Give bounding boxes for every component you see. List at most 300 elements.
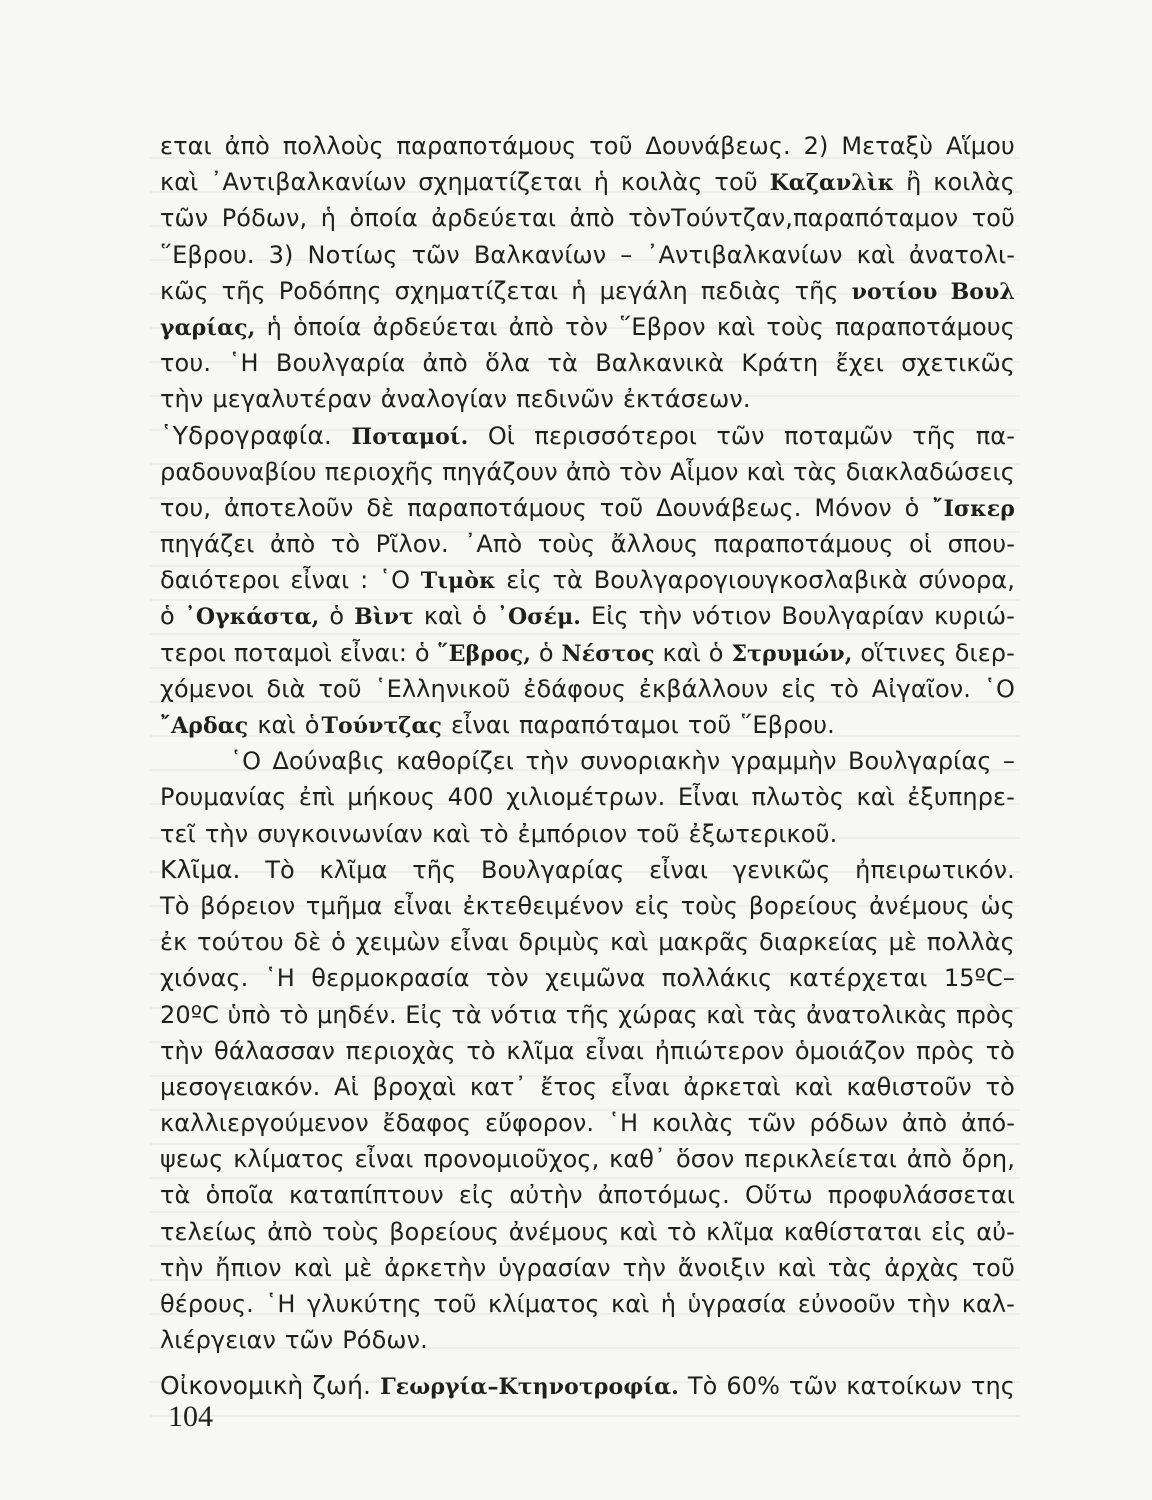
word: προνομιοῦχος, bbox=[423, 1145, 600, 1174]
word: πολλὰς bbox=[926, 928, 1015, 957]
text-line bbox=[160, 309, 1015, 345]
word: παραποτάμους bbox=[396, 132, 577, 160]
subheading-rivers: Ποταμοί. bbox=[351, 423, 469, 450]
word: ᾿Απὸ bbox=[464, 530, 523, 559]
word: μηδέν. bbox=[317, 1000, 397, 1029]
word: 2) bbox=[803, 132, 829, 160]
word: ἀπὸ bbox=[267, 1217, 313, 1246]
word: θερμοκρασία bbox=[311, 964, 470, 993]
word: κλίματος bbox=[233, 1145, 345, 1174]
word: πεδιὰς bbox=[700, 276, 782, 305]
word: τοὺς bbox=[322, 1217, 380, 1246]
word: τεῖ bbox=[160, 819, 196, 848]
word: Αἷμον bbox=[670, 457, 739, 486]
word: του. bbox=[160, 349, 212, 378]
river-name: ᾿Ογκάστα, bbox=[184, 604, 320, 631]
word: πολλάκις bbox=[661, 964, 773, 993]
text-line bbox=[160, 490, 1015, 526]
word: τοῦ bbox=[433, 1290, 477, 1318]
word: θέρους. bbox=[160, 1290, 254, 1318]
word: Ρόδων, bbox=[221, 204, 308, 233]
word: βορείους bbox=[389, 1217, 500, 1246]
word: ραδουναβίου bbox=[160, 457, 317, 486]
text-line bbox=[160, 779, 1015, 815]
word: ἐξωτερικοῦ. bbox=[688, 819, 838, 848]
word: ἀπό- bbox=[960, 1109, 1015, 1138]
word: ἀπὸ bbox=[270, 530, 316, 559]
word: Μόνον bbox=[814, 493, 892, 522]
word: τοὺς bbox=[680, 891, 739, 920]
word: τοῦ bbox=[599, 493, 644, 522]
word: εἶναι: bbox=[339, 638, 408, 667]
word: συνοριακὴν bbox=[580, 747, 721, 776]
word: τὸ bbox=[330, 530, 361, 559]
word: καθιστοῦν bbox=[846, 1072, 972, 1101]
word: τὸνΤούντζαν,παραπόταμον bbox=[628, 204, 959, 233]
word: περιοχῆς bbox=[324, 457, 435, 486]
word: ἐκτάσεων. bbox=[622, 385, 751, 414]
word: ὁ bbox=[538, 638, 554, 667]
word: Βουλγαρογιουγκοσλαβικὰ bbox=[593, 566, 908, 595]
word: βορείους bbox=[748, 891, 859, 920]
word: μεγαλυτέραν bbox=[212, 385, 372, 414]
word: εἶναι bbox=[610, 1072, 670, 1101]
word: ῞Εβρου. bbox=[160, 240, 255, 269]
river-name: ῎Ισκερ bbox=[932, 495, 1015, 522]
word: τὸν bbox=[565, 312, 608, 341]
text-line bbox=[160, 635, 1015, 671]
word: ᾿Αντιβαλκανίων bbox=[210, 168, 407, 197]
word: Ρῖλον. bbox=[375, 530, 449, 559]
word: ῾Η bbox=[607, 1109, 639, 1138]
word: ἐκβάλλουν bbox=[638, 674, 769, 703]
word: Βαλκανικὰ bbox=[595, 349, 725, 378]
word: ὡς bbox=[980, 891, 1015, 920]
word: ἀνέμους bbox=[869, 891, 970, 920]
word: κλίματος bbox=[487, 1290, 600, 1318]
word: ἀπὸ bbox=[901, 1109, 948, 1138]
word: καὶ bbox=[610, 928, 649, 957]
word: ἄνοιξιν bbox=[677, 1253, 766, 1282]
text-line bbox=[160, 345, 1015, 381]
text-line bbox=[160, 852, 1015, 888]
word: κλῖμα bbox=[506, 1036, 575, 1065]
word: Ρόδων. bbox=[342, 1326, 428, 1355]
word: καταπίπτουν bbox=[288, 1181, 444, 1210]
text-line bbox=[160, 1286, 1015, 1322]
word: ἀνατολι- bbox=[909, 240, 1015, 269]
word: καλ- bbox=[961, 1290, 1015, 1318]
word: τῆς bbox=[412, 855, 457, 884]
word: τοῦ bbox=[971, 204, 1015, 233]
word: ὁ bbox=[904, 493, 920, 522]
word: ἄλλους bbox=[610, 530, 699, 559]
word: χειμῶνα bbox=[545, 964, 646, 993]
section-heading-climate: Κλῖμα. bbox=[160, 854, 241, 884]
word: κοιλὰς bbox=[651, 1109, 734, 1138]
word: τοῦ bbox=[318, 674, 362, 703]
word: ἀρχὰς bbox=[884, 1253, 960, 1282]
text-line bbox=[160, 128, 1015, 164]
text-line bbox=[160, 526, 1015, 562]
word: νότια bbox=[490, 1000, 558, 1029]
word: εἶναι bbox=[449, 928, 509, 957]
word: ᾿Αντιβαλκανίων bbox=[646, 240, 843, 269]
word: χιλιομέτρων. bbox=[506, 783, 666, 812]
text-line bbox=[160, 1105, 1015, 1141]
word: γραμμὴν bbox=[731, 747, 837, 776]
word: – bbox=[620, 240, 633, 269]
word: δριμὺς bbox=[518, 928, 601, 957]
river-name: Τιμὸκ bbox=[420, 568, 496, 595]
word: τοὺς bbox=[766, 312, 824, 341]
place-name-kazanlik: Καζανλὶκ bbox=[769, 170, 895, 197]
word: κοιλὰς bbox=[620, 168, 703, 197]
word: τὴν bbox=[204, 819, 249, 848]
word: λιέργειαν bbox=[160, 1326, 276, 1355]
word: χιόνας. bbox=[160, 964, 249, 993]
word: ἐπὶ bbox=[298, 783, 335, 812]
text-line bbox=[160, 1177, 1015, 1213]
word: εἰς bbox=[506, 566, 542, 595]
word: καὶ bbox=[716, 312, 756, 341]
word: ὅλα bbox=[485, 349, 531, 378]
word: τὴν bbox=[638, 602, 683, 631]
word: ἀπὸ bbox=[565, 457, 612, 486]
word: τὴν bbox=[160, 1036, 204, 1065]
word: Αἰγαῖον. bbox=[871, 674, 971, 703]
word: μεσογειακόν. bbox=[160, 1072, 321, 1101]
word: πα- bbox=[975, 421, 1015, 450]
word: Αἵμου bbox=[946, 132, 1015, 160]
word: πολλοὺς bbox=[282, 132, 384, 160]
word: νοτίου bbox=[851, 278, 938, 305]
word: Αἱ bbox=[334, 1072, 359, 1101]
word: του, bbox=[160, 493, 212, 522]
text-line bbox=[160, 743, 1015, 779]
word: μήκους bbox=[347, 783, 436, 812]
word: ἀπὸ bbox=[906, 1145, 952, 1174]
word: πρὸς bbox=[916, 1036, 975, 1065]
word: τῶν bbox=[747, 1109, 796, 1138]
word: ῾Ελληνικοῦ bbox=[374, 674, 511, 703]
word: καὶ bbox=[423, 602, 463, 631]
word: εὐνοοῦν bbox=[797, 1290, 896, 1318]
word: παραποτάμους bbox=[407, 493, 587, 522]
word: εἰς bbox=[458, 1181, 495, 1210]
word: τοῦ bbox=[714, 168, 758, 197]
word: 60% bbox=[726, 1372, 781, 1401]
word: τοῦ bbox=[636, 819, 680, 848]
word: εἶναι bbox=[451, 711, 510, 739]
word: παραποτάμους bbox=[835, 312, 1015, 341]
text-line bbox=[160, 1141, 1015, 1177]
paragraph-gap bbox=[160, 1358, 1015, 1368]
word: ῾Ο bbox=[230, 747, 262, 776]
word: ποταμῶν bbox=[784, 421, 893, 450]
word: δὲ bbox=[366, 493, 395, 522]
word: Ροδόπης bbox=[278, 276, 382, 305]
word: καὶ bbox=[619, 1217, 658, 1246]
word: γλυκύτης bbox=[306, 1290, 422, 1318]
word: τὴν bbox=[160, 385, 204, 414]
word: Βουλγαρία bbox=[275, 349, 406, 378]
word: ὁ bbox=[331, 928, 346, 957]
word: τὸ bbox=[985, 1072, 1015, 1101]
word: : bbox=[360, 566, 369, 595]
word: γενικῶς bbox=[732, 855, 831, 884]
word: καὶ bbox=[856, 240, 895, 269]
word: τεροι bbox=[160, 638, 226, 667]
word: ἀπὸ bbox=[569, 204, 615, 233]
word: καὶ bbox=[706, 1000, 745, 1029]
word: της bbox=[970, 1372, 1015, 1401]
word: καὶ bbox=[777, 1253, 816, 1282]
word: καὶ bbox=[293, 1253, 332, 1282]
word: ἐκ bbox=[160, 928, 188, 957]
word: ἀπὸ bbox=[224, 132, 270, 160]
word: Τὸ bbox=[265, 855, 295, 884]
word: ἔδαφος bbox=[382, 1109, 472, 1138]
word: θάλασσαν bbox=[214, 1036, 336, 1065]
river-name: Στρυμών, bbox=[731, 640, 853, 667]
word: – bbox=[1002, 747, 1015, 776]
river-name: Βὶντ bbox=[354, 604, 414, 631]
word: καὶ bbox=[257, 711, 296, 739]
word: τελείως bbox=[160, 1217, 258, 1246]
word: πλωτὸς bbox=[751, 783, 845, 812]
word: εται bbox=[160, 132, 212, 160]
word: πηγάζουν bbox=[442, 457, 558, 486]
word: μὲ bbox=[343, 1253, 373, 1282]
word: μὲ bbox=[888, 928, 918, 957]
word: ῾Η bbox=[228, 349, 259, 378]
word: Οὕτω bbox=[744, 1181, 813, 1210]
word: κατ᾿ bbox=[469, 1072, 527, 1101]
word: ὁ bbox=[472, 602, 487, 631]
text-line bbox=[160, 816, 1015, 852]
word: Τὸ bbox=[687, 1372, 718, 1401]
word: Βουλγαρίαν bbox=[781, 602, 925, 631]
word: εἰς bbox=[931, 1217, 967, 1246]
word: τῆς bbox=[912, 421, 957, 450]
word: Νοτίως bbox=[307, 240, 398, 269]
word: κατέρχεται bbox=[788, 964, 928, 993]
word: ῾Ο bbox=[983, 674, 1015, 703]
word: τῶν bbox=[789, 1372, 838, 1401]
word: καὶ bbox=[794, 1072, 833, 1101]
word: τούτου bbox=[197, 928, 284, 957]
word: εἶναι bbox=[393, 891, 452, 920]
page-number: 104 bbox=[168, 1400, 213, 1433]
word: εἶναι bbox=[649, 855, 709, 884]
word: ἐμπόριον bbox=[517, 819, 628, 848]
text-line bbox=[160, 273, 1015, 309]
river-name: Νέστος bbox=[561, 640, 655, 667]
word: Εἰς bbox=[591, 602, 629, 631]
river-name: ᾿Οσέμ. bbox=[496, 604, 582, 631]
word: τὸ bbox=[829, 674, 859, 703]
word: 400 bbox=[447, 783, 494, 812]
word: περισσότεροι bbox=[534, 421, 697, 450]
word: ἐξυπηρε- bbox=[907, 783, 1015, 812]
word: παραποτάμους bbox=[713, 530, 894, 559]
word: ἀναλογίαν bbox=[380, 385, 508, 414]
word: Οἱ bbox=[487, 421, 516, 450]
word: καθ᾿ bbox=[609, 1145, 667, 1174]
word: ὁ bbox=[708, 638, 724, 667]
word: διακλαδώσεις bbox=[845, 457, 1015, 486]
word: τῶν bbox=[716, 421, 765, 450]
word: οἵτινες bbox=[860, 638, 947, 667]
word: ὁποῖα bbox=[205, 1181, 274, 1210]
word: τὰ bbox=[451, 1000, 482, 1029]
text-line bbox=[160, 997, 1015, 1033]
word: εὔφορον. bbox=[485, 1109, 595, 1138]
word: διὰ bbox=[266, 674, 306, 703]
word: τὰ bbox=[160, 1181, 191, 1210]
word: μακρᾶς bbox=[658, 928, 750, 957]
word: σπου- bbox=[947, 530, 1015, 559]
word: ῞Εβρον bbox=[619, 312, 706, 341]
word: σύνορα, bbox=[918, 566, 1015, 595]
word: ὁποία bbox=[349, 204, 418, 233]
word: δὲ bbox=[293, 928, 322, 957]
word: περικλείεται bbox=[744, 1145, 897, 1174]
word: 20ºC bbox=[160, 1000, 220, 1029]
river-name: Τούντζας bbox=[321, 713, 443, 739]
word: ζωή. bbox=[312, 1371, 372, 1401]
word: ἀρκεταὶ bbox=[683, 1072, 781, 1101]
word: τὴν bbox=[525, 747, 569, 776]
word: ἔτος bbox=[540, 1072, 598, 1101]
word: εἰς bbox=[781, 674, 817, 703]
text-line bbox=[160, 1250, 1015, 1286]
word: ὁποία bbox=[293, 312, 362, 341]
word: κατοίκων bbox=[846, 1372, 962, 1401]
word: εἶναι bbox=[585, 1036, 645, 1065]
word: οἱ bbox=[909, 530, 933, 559]
word: σχηματίζεται bbox=[394, 276, 559, 305]
word: εἶναι bbox=[354, 1145, 414, 1174]
text-line bbox=[160, 418, 1015, 454]
text-line bbox=[160, 164, 1015, 200]
word: τοῦ bbox=[589, 132, 633, 160]
word: προφυλάσσεται bbox=[827, 1181, 1015, 1210]
word: τοῦ bbox=[687, 711, 732, 739]
word: νότιον bbox=[692, 602, 772, 631]
text-line bbox=[160, 960, 1015, 996]
word: ἐδάφους bbox=[523, 674, 627, 703]
word: καθορίζει bbox=[396, 747, 515, 776]
word: τὸν bbox=[485, 964, 529, 993]
word: ἡ bbox=[593, 168, 609, 197]
word: πεδινῶν bbox=[516, 385, 614, 414]
word: ποταμοὶ bbox=[233, 638, 333, 667]
word: 15ºC– bbox=[943, 964, 1015, 993]
word: εἶναι bbox=[290, 566, 350, 595]
word: ἀρδεύεται bbox=[431, 204, 557, 233]
text-line bbox=[160, 888, 1015, 924]
word: ὅσον bbox=[675, 1145, 735, 1174]
word: ἀπὸ bbox=[508, 312, 554, 341]
word: χώρας bbox=[618, 1000, 698, 1029]
word: διαρκείας bbox=[758, 928, 879, 957]
word: τὰ bbox=[547, 349, 578, 378]
word: ἡ bbox=[571, 276, 587, 305]
word: δαιότεροι bbox=[160, 566, 280, 595]
word: τὰς bbox=[753, 1000, 798, 1029]
text-line bbox=[160, 1322, 1015, 1358]
word: τὸ bbox=[466, 1036, 496, 1065]
word: Βουλγαρίας bbox=[480, 855, 625, 884]
word: τῆς bbox=[794, 276, 839, 305]
text-line bbox=[160, 237, 1015, 273]
word: ἠπιώτερον bbox=[654, 1036, 785, 1065]
word: ῾Ο bbox=[378, 566, 411, 595]
word: τμῆμα bbox=[305, 891, 383, 920]
word: ψεως bbox=[160, 1145, 224, 1174]
word: τὰς bbox=[827, 1253, 873, 1282]
word: ῞Εβρου. bbox=[740, 711, 835, 739]
word: τὴν bbox=[906, 1290, 951, 1318]
word: Εἶναι bbox=[677, 783, 739, 812]
river-name: ῞Εβρος, bbox=[437, 640, 531, 667]
word: κῶς bbox=[160, 276, 209, 305]
word: χειμὼν bbox=[355, 928, 440, 957]
word: ἀρδεύεται bbox=[372, 312, 498, 341]
word: τὰ bbox=[552, 566, 583, 595]
word: Δούναβις bbox=[272, 747, 385, 776]
word: τὸ bbox=[985, 1036, 1015, 1065]
word: καθίσταται bbox=[783, 1217, 922, 1246]
word: Τὸ bbox=[160, 891, 190, 920]
text-line bbox=[160, 200, 1015, 236]
text-line bbox=[160, 1368, 1015, 1404]
word: τῶν bbox=[160, 204, 209, 233]
word: ἡ bbox=[266, 312, 282, 341]
word: Δουνάβεως. bbox=[645, 132, 791, 160]
word: καὶ bbox=[662, 638, 701, 667]
word: Βαλκανίων bbox=[473, 240, 607, 269]
word: ὁ bbox=[414, 638, 430, 667]
word: πηγάζει bbox=[160, 530, 255, 559]
word: Μεταξὺ bbox=[841, 132, 934, 160]
word: αὐτὴν bbox=[509, 1181, 583, 1210]
word: ἢ bbox=[906, 168, 922, 197]
word: παραπόταμοι bbox=[519, 711, 679, 739]
word: Βουλ bbox=[950, 278, 1015, 305]
word: ἐκτεθειμένον bbox=[462, 891, 624, 920]
word: τὸ bbox=[479, 819, 509, 848]
word: καὶ bbox=[160, 168, 199, 197]
word: μεγάλη bbox=[599, 276, 688, 305]
word: καὶ bbox=[746, 457, 785, 486]
text-line bbox=[160, 707, 1015, 743]
word: ἀπὸ bbox=[422, 349, 468, 378]
word: βόρειον bbox=[200, 891, 296, 920]
river-name: ῎Αρδας bbox=[160, 713, 249, 739]
text-line bbox=[160, 1033, 1015, 1069]
word: ἀνέμους bbox=[508, 1217, 610, 1246]
word: Βουλγαρίας bbox=[847, 747, 992, 776]
word: τὴν bbox=[622, 1253, 666, 1282]
word: Δουνάβεως. bbox=[656, 493, 802, 522]
word: ὁ bbox=[304, 711, 320, 739]
word: ρόδων bbox=[809, 1109, 889, 1138]
word: ὄρη, bbox=[961, 1145, 1015, 1174]
word: κλῖμα bbox=[319, 855, 388, 884]
